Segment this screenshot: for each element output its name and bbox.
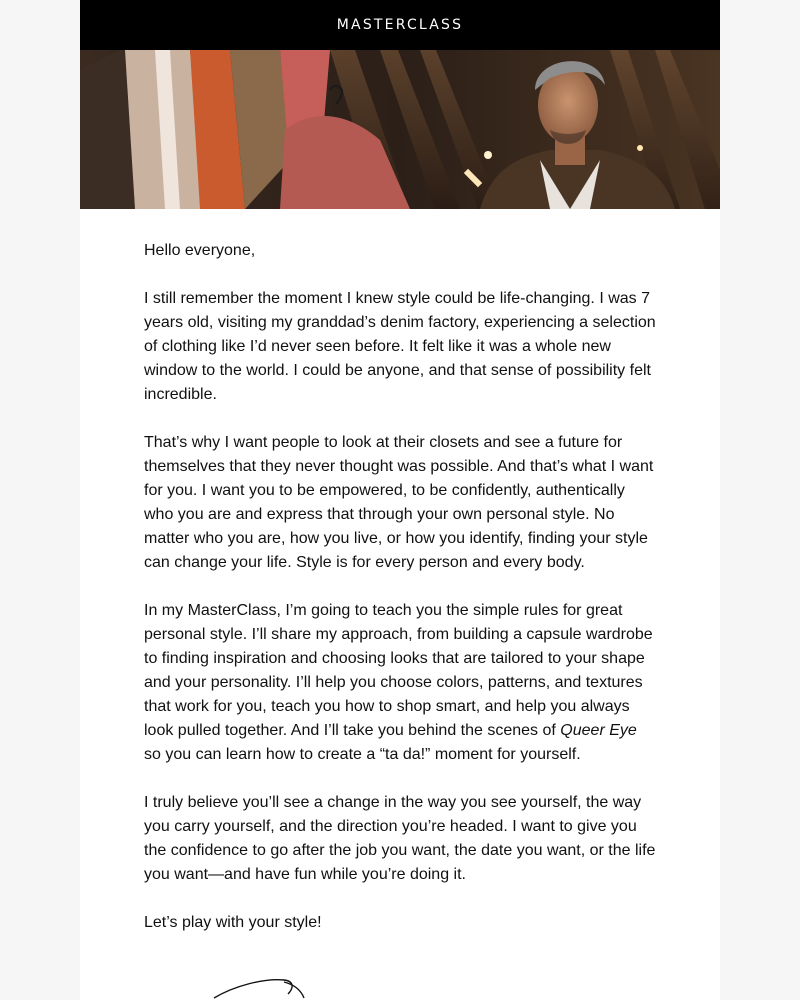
letter-body	[80, 209, 720, 935]
letter-closing: Let’s play with your style!	[144, 914, 322, 931]
signature-scribble-icon	[144, 968, 324, 1000]
letter-paragraph-2: That’s why I want people to look at their closets and see a future for themselves that they never thought was possible. And that’s what I want for you. I want you to be empowered, to be confidently, authentically who you are and express that through your own personal style. No matter who you are, how you live, or how you identify, finding your style can change your life. Style is for every person and every body.	[144, 434, 654, 571]
letter-paragraph-1: I still remember the moment I knew style could be life-changing. I was 7 years old, visiting my granddad’s denim factory, experiencing a selection of clothing like I’d never seen before. It felt like it was a whole new window to the world. I could be anyone, and that sense of possibility felt incredible.	[144, 290, 656, 403]
letter-paragraph-4: I truly believe you’ll see a change in the way you see yourself, the way you carry yourself, and the direction you’re headed. I want to give you the confidence to go after the job you want, the date you want, or the life you want—and have fun while you’re doing it.	[144, 794, 656, 883]
hero-image[interactable]	[80, 50, 720, 209]
letter-greeting: Hello everyone,	[144, 242, 256, 259]
queer-eye-title: Queer Eye	[560, 722, 637, 739]
email-header	[80, 0, 720, 50]
paragraph-3-text-end: so you can learn how to create a “ta da!” moment for yourself.	[144, 746, 581, 763]
handwritten-signature	[144, 968, 324, 1000]
paragraph-3-text-start: In my MasterClass, I’m going to teach you the simple rules for great personal style. I’ll share my approach, from building a capsule wardrobe to finding inspiration and choosing looks that are tailored to your shape and your personality. I’ll help you choose colors, patterns, and textures that work for you, teach you how to shop smart, and help you always look pulled together. And I’ll take you behind the scenes of	[144, 602, 653, 739]
letter-paragraph-3	[144, 599, 656, 767]
hero-photo-illustration	[80, 50, 720, 209]
masterclass-logo[interactable]: MASTERCLASS	[336, 17, 464, 33]
email-container	[80, 0, 720, 1000]
